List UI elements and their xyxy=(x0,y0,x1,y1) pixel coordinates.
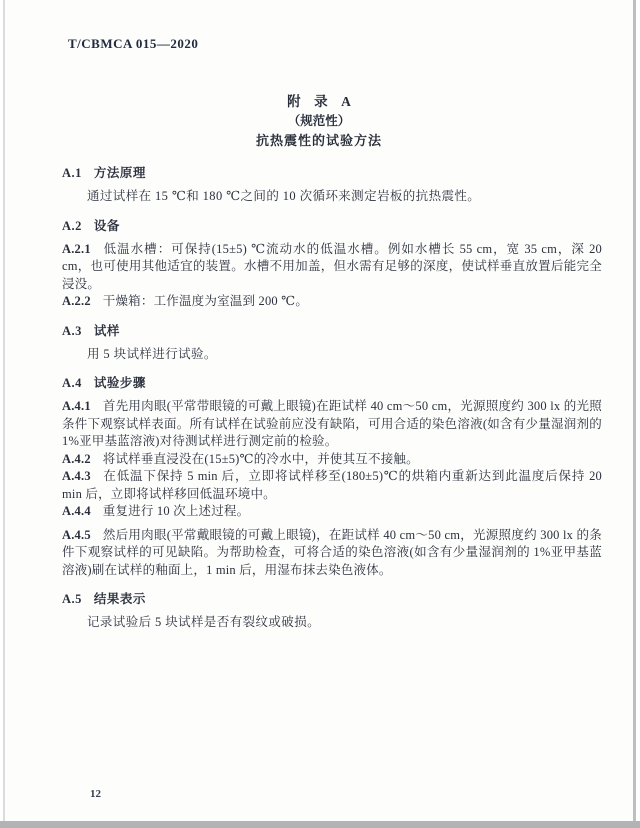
paragraph-a5: 记录试验后 5 块试样是否有裂纹或破损。 xyxy=(87,615,321,629)
document-body xyxy=(62,153,602,638)
section-id: A.5 xyxy=(62,592,82,606)
section-title: 结果表示 xyxy=(93,592,146,606)
appendix-subtitle: 抗热震性的试验方法 xyxy=(255,133,382,148)
section-heading-a4 xyxy=(62,374,602,392)
section-title: 方法原理 xyxy=(93,166,146,180)
clause-text: 首先用肉眼(平常带眼镜的可戴上眼镜)在距试样 40 cm～50 cm，光源照度约 300 lx 的光照条件下观察试样表面。所有试样在试验前应没有缺陷，可用合适的染色溶液(如含有少量湿润剂的 1%亚甲基蓝溶液)对待测试样进行测定前的检验。 xyxy=(62,399,602,448)
appendix-title: 附 录 A xyxy=(287,94,351,109)
section-heading-a2 xyxy=(62,217,602,235)
section-title: 试样 xyxy=(93,323,120,338)
section-id: A.2 xyxy=(62,218,82,233)
appendix-title-block xyxy=(5,92,633,151)
clause-text: 在低温下保持 5 min 后，立即将试样移至(180±5)℃的烘箱内重新达到此温度后保持 20 min 后，立即将试样移回低温环境中。 xyxy=(62,469,602,501)
scan-edge-left xyxy=(3,0,5,822)
scan-edge-bottom xyxy=(0,821,640,828)
clause-a21 xyxy=(62,241,602,294)
section-id: A.1 xyxy=(62,166,82,180)
scan-edge-right xyxy=(633,0,636,822)
clause-text: 重复进行 10 次上述过程。 xyxy=(102,504,250,518)
section-heading-a5 xyxy=(62,590,602,608)
page-number: 12 xyxy=(90,788,101,800)
clause-a43 xyxy=(62,468,602,503)
section-id: A.3 xyxy=(62,323,82,338)
section-title: 设备 xyxy=(93,218,120,233)
standard-number-header: T/CBMCA 015—2020 xyxy=(68,36,199,51)
clause-id: A.4.3 xyxy=(62,469,91,483)
clause-text: 干燥箱：工作温度为室温到 200 ℃。 xyxy=(102,294,309,308)
section-heading-a3 xyxy=(62,322,602,340)
clause-a44 xyxy=(62,503,602,521)
clause-id: A.4.4 xyxy=(62,504,91,518)
appendix-normative-label: （规范性） xyxy=(287,114,351,128)
clause-a22 xyxy=(62,293,602,311)
section-id: A.4 xyxy=(62,376,82,390)
section-heading-a1 xyxy=(62,164,602,182)
clause-text: 然后用肉眼(平常戴眼镜的可戴上眼镜)，在距试样 40 cm～50 cm，光源照度约 300 lx 的条件下观察试样的可见缺陷。为帮助检查，可将合适的染色溶液(如含有少量湿润剂的 1%亚甲基蓝溶液)刷在试样的釉面上，1 min 后，用湿布抹去染色液体。 xyxy=(62,527,602,577)
clause-a41 xyxy=(62,398,602,451)
clause-id: A.4.1 xyxy=(62,399,91,413)
clause-text: 将试样垂直浸没在(15±5)℃的冷水中，并使其互不接触。 xyxy=(102,451,419,466)
document-page xyxy=(5,0,633,821)
clause-a45 xyxy=(62,527,602,580)
clause-id: A.4.2 xyxy=(62,451,91,466)
section-title: 试验步骤 xyxy=(93,376,146,390)
clause-id: A.4.5 xyxy=(62,527,91,542)
clause-id: A.2.1 xyxy=(62,241,91,256)
clause-a42 xyxy=(62,451,602,469)
paragraph-a3: 用 5 块试样进行试验。 xyxy=(87,346,217,361)
paragraph-a1: 通过试样在 15 ℃和 180 ℃之间的 10 次循环来测定岩板的抗热震性。 xyxy=(87,189,481,203)
clause-text: 低温水槽：可保持(15±5) ℃流动水的低温水槽。例如水槽长 55 cm，宽 35 cm，深 20 cm，也可使用其他适宜的装置。水槽不用加盖，但水需有足够的深度，使试样垂直放置后能完全浸没。 xyxy=(62,241,602,291)
clause-id: A.2.2 xyxy=(62,294,91,308)
